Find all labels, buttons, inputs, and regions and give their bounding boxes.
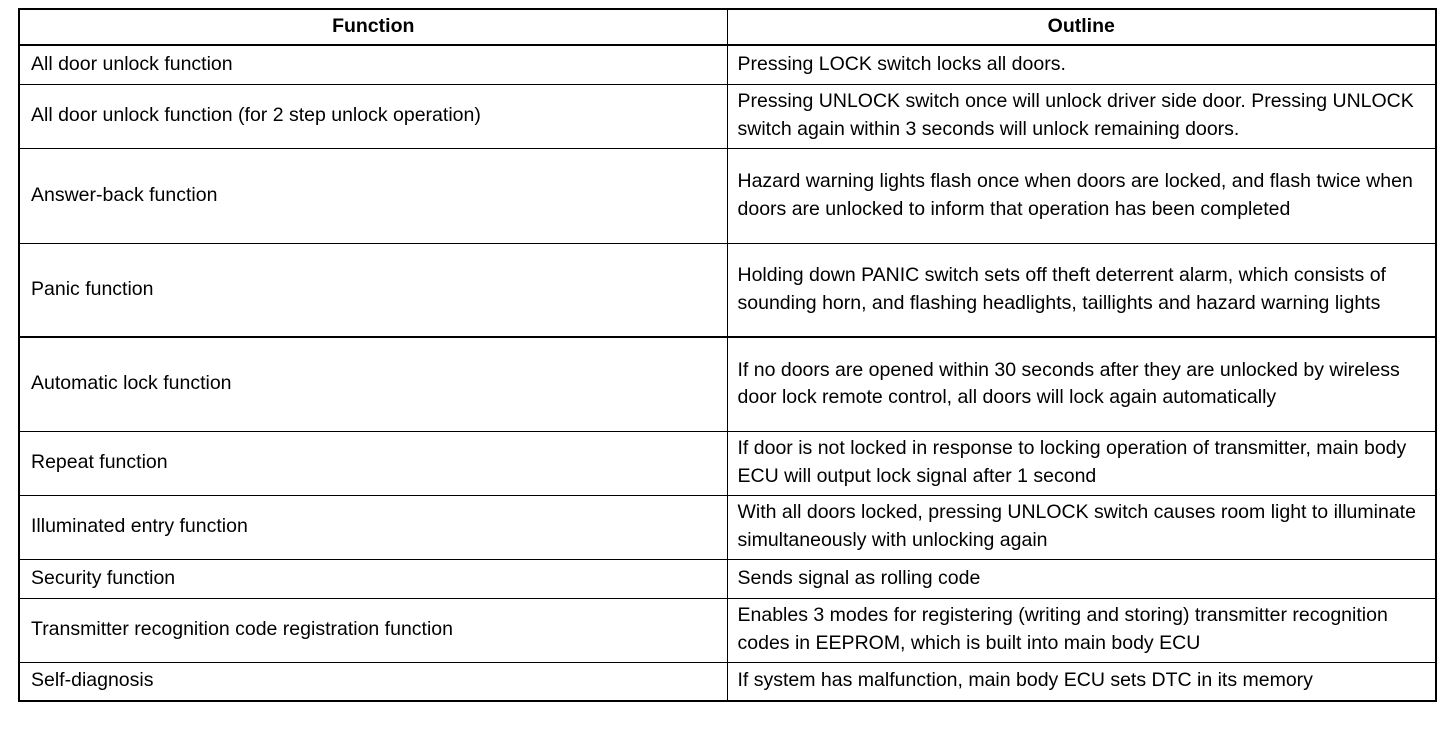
outline-cell: With all doors locked, pressing UNLOCK switch causes room light to illuminate simultaneously with unlocking again <box>727 495 1436 559</box>
function-outline-table-container <box>18 8 1435 702</box>
table-row <box>19 559 1436 598</box>
table-row <box>19 45 1436 84</box>
function-cell: Repeat function <box>19 431 727 495</box>
outline-cell: Sends signal as rolling code <box>727 559 1436 598</box>
function-cell: Illuminated entry function <box>19 495 727 559</box>
outline-cell: Pressing LOCK switch locks all doors. <box>727 45 1436 84</box>
outline-cell: Hazard warning lights flash once when doors are locked, and flash twice when doors are unlocked to inform that operation has been completed <box>727 148 1436 243</box>
function-cell: Panic function <box>19 243 727 337</box>
table-row <box>19 495 1436 559</box>
outline-cell: Pressing UNLOCK switch once will unlock driver side door. Pressing UNLOCK switch again within 3 seconds will unlock remaining doors. <box>727 84 1436 148</box>
table-header-row <box>19 9 1436 45</box>
column-header-outline: Outline <box>727 9 1436 45</box>
function-cell: Self-diagnosis <box>19 662 727 701</box>
function-cell: Automatic lock function <box>19 337 727 431</box>
table-row <box>19 84 1436 148</box>
outline-cell: Enables 3 modes for registering (writing and storing) transmitter recognition codes in EEPROM, which is built into main body ECU <box>727 598 1436 662</box>
outline-cell: If no doors are opened within 30 seconds after they are unlocked by wireless door lock remote control, all doors will lock again automatically <box>727 337 1436 431</box>
function-cell: Security function <box>19 559 727 598</box>
outline-cell: Holding down PANIC switch sets off theft deterrent alarm, which consists of sounding horn, and flashing headlights, taillights and hazard warning lights <box>727 243 1436 337</box>
function-cell: Transmitter recognition code registration function <box>19 598 727 662</box>
outline-cell: If door is not locked in response to locking operation of transmitter, main body ECU will output lock signal after 1 second <box>727 431 1436 495</box>
column-header-function: Function <box>19 9 727 45</box>
table-row <box>19 662 1436 701</box>
function-cell: All door unlock function <box>19 45 727 84</box>
table-row <box>19 148 1436 243</box>
function-cell: Answer-back function <box>19 148 727 243</box>
function-outline-table <box>18 8 1437 702</box>
outline-cell: If system has malfunction, main body ECU sets DTC in its memory <box>727 662 1436 701</box>
table-row <box>19 243 1436 337</box>
table-row <box>19 431 1436 495</box>
table-row <box>19 598 1436 662</box>
table-row <box>19 337 1436 431</box>
function-cell: All door unlock function (for 2 step unlock operation) <box>19 84 727 148</box>
